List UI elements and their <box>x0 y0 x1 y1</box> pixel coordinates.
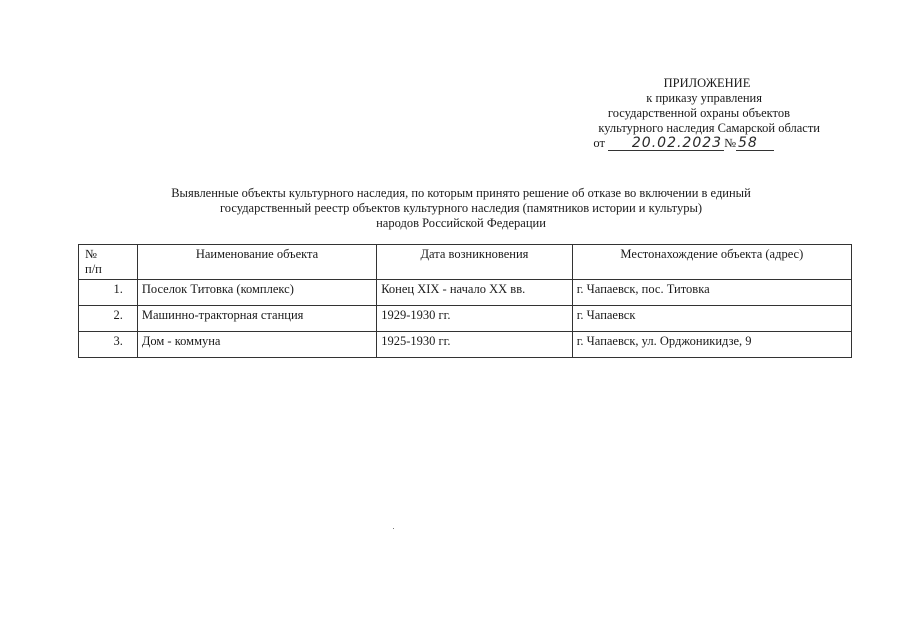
header-location: Местонахождение объекта (адрес) <box>572 245 851 280</box>
header-name: Наименование объекта <box>137 245 376 280</box>
table-header-row <box>79 245 852 280</box>
heading-line-1: Выявленные объекты культурного наследия, по которым принято решение об отказе во включении в единый <box>171 186 751 200</box>
scan-speck <box>393 528 394 529</box>
cell-date: Конец XIX - начало XX вв. <box>377 280 573 306</box>
appendix-date-line <box>520 136 774 151</box>
header-number-pp: п/п <box>85 262 102 276</box>
cell-location: г. Чапаевск, пос. Титовка <box>572 280 851 306</box>
cell-name: Дом - коммуна <box>137 332 376 358</box>
header-date: Дата возникновения <box>377 245 573 280</box>
handwritten-number: 58 <box>736 136 774 151</box>
cell-location: г. Чапаевск <box>572 306 851 332</box>
handwritten-date: 20.02.2023 <box>608 136 724 151</box>
appendix-line-3: культурного наследия Самарской области <box>598 121 820 135</box>
heading-line-2: государственный реестр объектов культурного наследия (памятников истории и культуры) <box>219 201 703 215</box>
appendix-line-2: государственной охраны объектов <box>607 106 790 120</box>
cell-name: Поселок Титовка (комплекс) <box>137 280 376 306</box>
document-heading <box>80 186 842 231</box>
cell-date: 1925-1930 гг. <box>377 332 573 358</box>
header-number <box>79 245 138 280</box>
cell-location: г. Чапаевск, ул. Орджоникидзе, 9 <box>572 332 851 358</box>
number-sign: № <box>724 136 736 150</box>
table-row <box>79 306 852 332</box>
table-row <box>79 280 852 306</box>
appendix-title: ПРИЛОЖЕНИЕ <box>663 76 751 90</box>
table-row <box>79 332 852 358</box>
objects-table <box>78 244 852 358</box>
header-number-sign: № <box>85 247 97 261</box>
cell-number: 3. <box>79 332 138 358</box>
cell-date: 1929-1930 гг. <box>377 306 573 332</box>
appendix-line-1: к приказу управления <box>646 91 762 105</box>
cell-name: Машинно-тракторная станция <box>137 306 376 332</box>
appendix-header <box>520 76 820 151</box>
date-prefix: от <box>593 136 605 150</box>
cell-number: 2. <box>79 306 138 332</box>
heading-line-3: народов Российской Федерации <box>376 216 546 230</box>
cell-number: 1. <box>79 280 138 306</box>
